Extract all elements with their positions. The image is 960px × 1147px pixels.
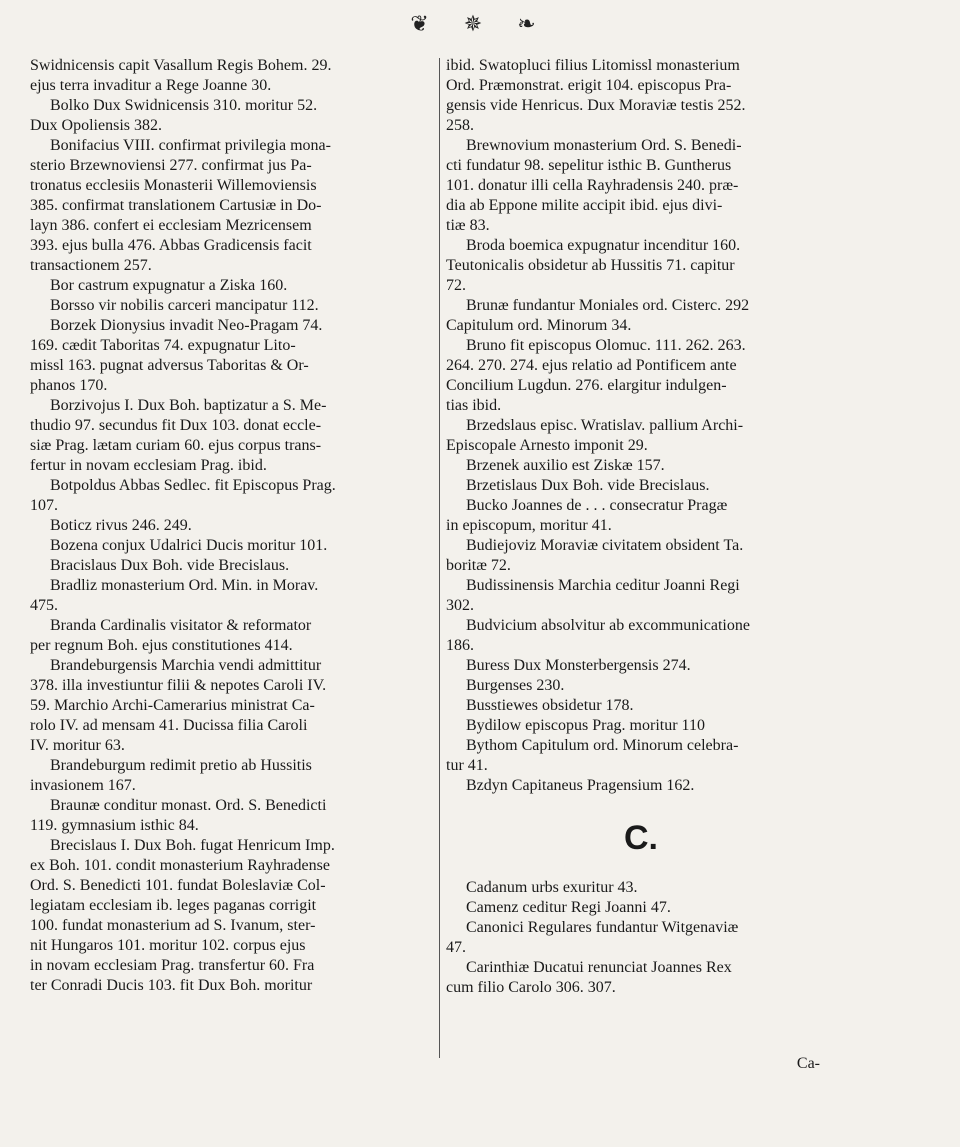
index-line: tur 41. <box>446 757 488 774</box>
index-line: 119. gymnasium isthic 84. <box>30 817 199 834</box>
index-line: 302. <box>446 597 474 614</box>
index-line: Budvicium absolvitur ab excommunicatione <box>466 617 750 634</box>
index-line: dia ab Eppone milite accipit ibid. ejus divi- <box>446 197 723 214</box>
index-line: Carinthiæ Ducatui renunciat Joannes Rex <box>466 959 732 976</box>
index-line: Ord. Præmonstrat. erigit 104. episcopus Pra- <box>446 77 732 94</box>
index-line: Bradliz monasterium Ord. Min. in Morav. <box>50 577 319 594</box>
right-column-entries-c <box>446 878 836 998</box>
index-line: Boticz rivus 246. 249. <box>50 517 192 534</box>
index-line: 169. cædit Taboritas 74. expugnatur Lito- <box>30 337 296 354</box>
index-line: Borzek Dionysius invadit Neo-Pragam 74. <box>50 317 323 334</box>
index-line: per regnum Boh. ejus constitutiones 414. <box>30 637 293 654</box>
right-column-entries-b <box>446 56 836 796</box>
index-line: Bzdyn Capitaneus Pragensium 162. <box>466 777 695 794</box>
index-line: Bracislaus Dux Boh. vide Brecislaus. <box>50 557 290 574</box>
index-line: Teutonicalis obsidetur ab Hussitis 71. capitur <box>446 257 735 274</box>
index-line: Capitulum ord. Minorum 34. <box>446 317 632 334</box>
index-line: Episcopale Arnesto imponit 29. <box>446 437 648 454</box>
index-line: missl 163. pugnat adversus Taboritas & Or- <box>30 357 309 374</box>
index-line: IV. moritur 63. <box>30 737 125 754</box>
index-line: ex Boh. 101. condit monasterium Rayhradense <box>30 857 330 874</box>
index-line: cti fundatur 98. sepelitur isthic B. Guntherus <box>446 157 732 174</box>
index-line: 59. Marchio Archi-Camerarius ministrat Ca- <box>30 697 315 714</box>
index-line: Brunæ fundantur Moniales ord. Cisterc. 292 <box>466 297 750 314</box>
index-line: Ord. S. Benedicti 101. fundat Boleslaviæ Col- <box>30 877 326 894</box>
index-line: 100. fundat monasterium ad S. Ivanum, ster- <box>30 917 316 934</box>
index-line: legiatam ecclesiam ib. leges paganas corrigit <box>30 897 317 914</box>
index-line: 385. confirmat translationem Cartusiæ in Do- <box>30 197 322 214</box>
index-line: Brewnovium monasterium Ord. S. Benedi- <box>466 137 742 154</box>
index-line: Buress Dux Monsterbergensis 274. <box>466 657 691 674</box>
index-line: Bonifacius VIII. confirmat privilegia mona- <box>50 137 331 154</box>
index-line: tias ibid. <box>446 397 502 414</box>
index-line: invasionem 167. <box>30 777 136 794</box>
index-line: layn 386. confert ei ecclesiam Mezricensem <box>30 217 312 234</box>
index-line: Cadanum urbs exuritur 43. <box>466 879 638 896</box>
index-line: 393. ejus bulla 476. Abbas Gradicensis facit <box>30 237 312 254</box>
index-line: 186. <box>446 637 474 654</box>
index-line: 47. <box>446 939 466 956</box>
index-line: Brecislaus I. Dux Boh. fugat Henricum Imp. <box>50 837 335 854</box>
index-line: 475. <box>30 597 58 614</box>
index-line: rolo IV. ad mensam 41. Ducissa filia Caroli <box>30 717 308 734</box>
header-ornament: ❦ ✵ ❧ <box>410 12 550 37</box>
catchword: Ca- <box>796 1055 820 1072</box>
index-line: Camenz ceditur Regi Joanni 47. <box>466 899 671 916</box>
index-line: 72. <box>446 277 466 294</box>
index-line: phanos 170. <box>30 377 108 394</box>
index-line: nit Hungaros 101. moritur 102. corpus ejus <box>30 937 306 954</box>
index-line: fertur in novam ecclesiam Prag. ibid. <box>30 457 267 474</box>
index-line: sterio Brzewnoviensi 277. confirmat jus Pa- <box>30 157 312 174</box>
index-line: siæ Prag. lætam curiam 60. ejus corpus trans- <box>30 437 322 454</box>
index-line: Budiejoviz Moraviæ civitatem obsident Ta. <box>466 537 744 554</box>
index-line: Dux Opoliensis 382. <box>30 117 162 134</box>
index-line: Canonici Regulares fundantur Witgenaviæ <box>466 919 739 936</box>
index-line: 378. illa investiuntur filii & nepotes Caroli IV. <box>30 677 327 694</box>
index-line: Busstiewes obsidetur 178. <box>466 697 634 714</box>
index-line: Budissinensis Marchia ceditur Joanni Regi <box>466 577 740 594</box>
index-line: Branda Cardinalis visitator & reformator <box>50 617 312 634</box>
index-line: in novam ecclesiam Prag. transfertur 60. Fra <box>30 957 315 974</box>
index-line: Bor castrum expugnatur a Ziska 160. <box>50 277 288 294</box>
index-line: 101. donatur illi cella Rayhradensis 240. præ- <box>446 177 739 194</box>
index-line: transactionem 257. <box>30 257 152 274</box>
index-line: Brzedslaus episc. Wratislav. pallium Archi- <box>466 417 744 434</box>
index-line: in episcopum, moritur 41. <box>446 517 612 534</box>
index-line: Burgenses 230. <box>466 677 565 694</box>
index-line: tiæ 83. <box>446 217 490 234</box>
index-line: Swidnicensis capit Vasallum Regis Bohem. 29. <box>30 57 332 74</box>
index-line: 107. <box>30 497 58 514</box>
index-line: gensis vide Henricus. Dux Moraviæ testis 252. <box>446 97 746 114</box>
index-line: 258. <box>446 117 474 134</box>
index-line: boritæ 72. <box>446 557 511 574</box>
index-line: Borzivojus I. Dux Boh. baptizatur a S. Me- <box>50 397 327 414</box>
index-line: Brandeburgum redimit pretio ab Hussitis <box>50 757 312 774</box>
index-line: ter Conradi Ducis 103. fit Dux Boh. moritur <box>30 977 313 994</box>
index-line: Bucko Joannes de . . . consecratur Pragæ <box>466 497 728 514</box>
left-column <box>30 56 435 996</box>
index-line: 264. 270. 274. ejus relatio ad Pontificem ante <box>446 357 737 374</box>
index-line: Bydilow episcopus Prag. moritur 110 <box>466 717 705 734</box>
index-line: Brzetislaus Dux Boh. vide Brecislaus. <box>466 477 710 494</box>
index-line: Brzenek auxilio est Ziskæ 157. <box>466 457 665 474</box>
index-line: Braunæ conditur monast. Ord. S. Benedicti <box>50 797 327 814</box>
index-line: thudio 97. secundus fit Dux 103. donat eccle- <box>30 417 322 434</box>
index-line: Concilium Lugdun. 276. elargitur indulgen- <box>446 377 727 394</box>
right-column <box>446 56 836 998</box>
column-divider <box>439 58 440 1058</box>
index-line: tronatus ecclesiis Monasterii Willemoviensis <box>30 177 317 194</box>
index-line: Bruno fit episcopus Olomuc. 111. 262. 263. <box>466 337 746 354</box>
index-line: ibid. Swatopluci filius Litomissl monasterium <box>446 57 740 74</box>
index-line: cum filio Carolo 306. 307. <box>446 979 616 996</box>
index-line: Bythom Capitulum ord. Minorum celebra- <box>466 737 739 754</box>
index-line: Bozena conjux Udalrici Ducis moritur 101. <box>50 537 328 554</box>
index-line: Brandeburgensis Marchia vendi admittitur <box>50 657 322 674</box>
index-line: ejus terra invaditur a Rege Joanne 30. <box>30 77 272 94</box>
index-line: Botpoldus Abbas Sedlec. fit Episcopus Prag. <box>50 477 336 494</box>
index-line: Broda boemica expugnatur incenditur 160. <box>466 237 741 254</box>
index-line: Bolko Dux Swidnicensis 310. moritur 52. <box>50 97 318 114</box>
index-line: Borsso vir nobilis carceri mancipatur 112. <box>50 297 319 314</box>
section-letter: C. <box>624 819 658 857</box>
